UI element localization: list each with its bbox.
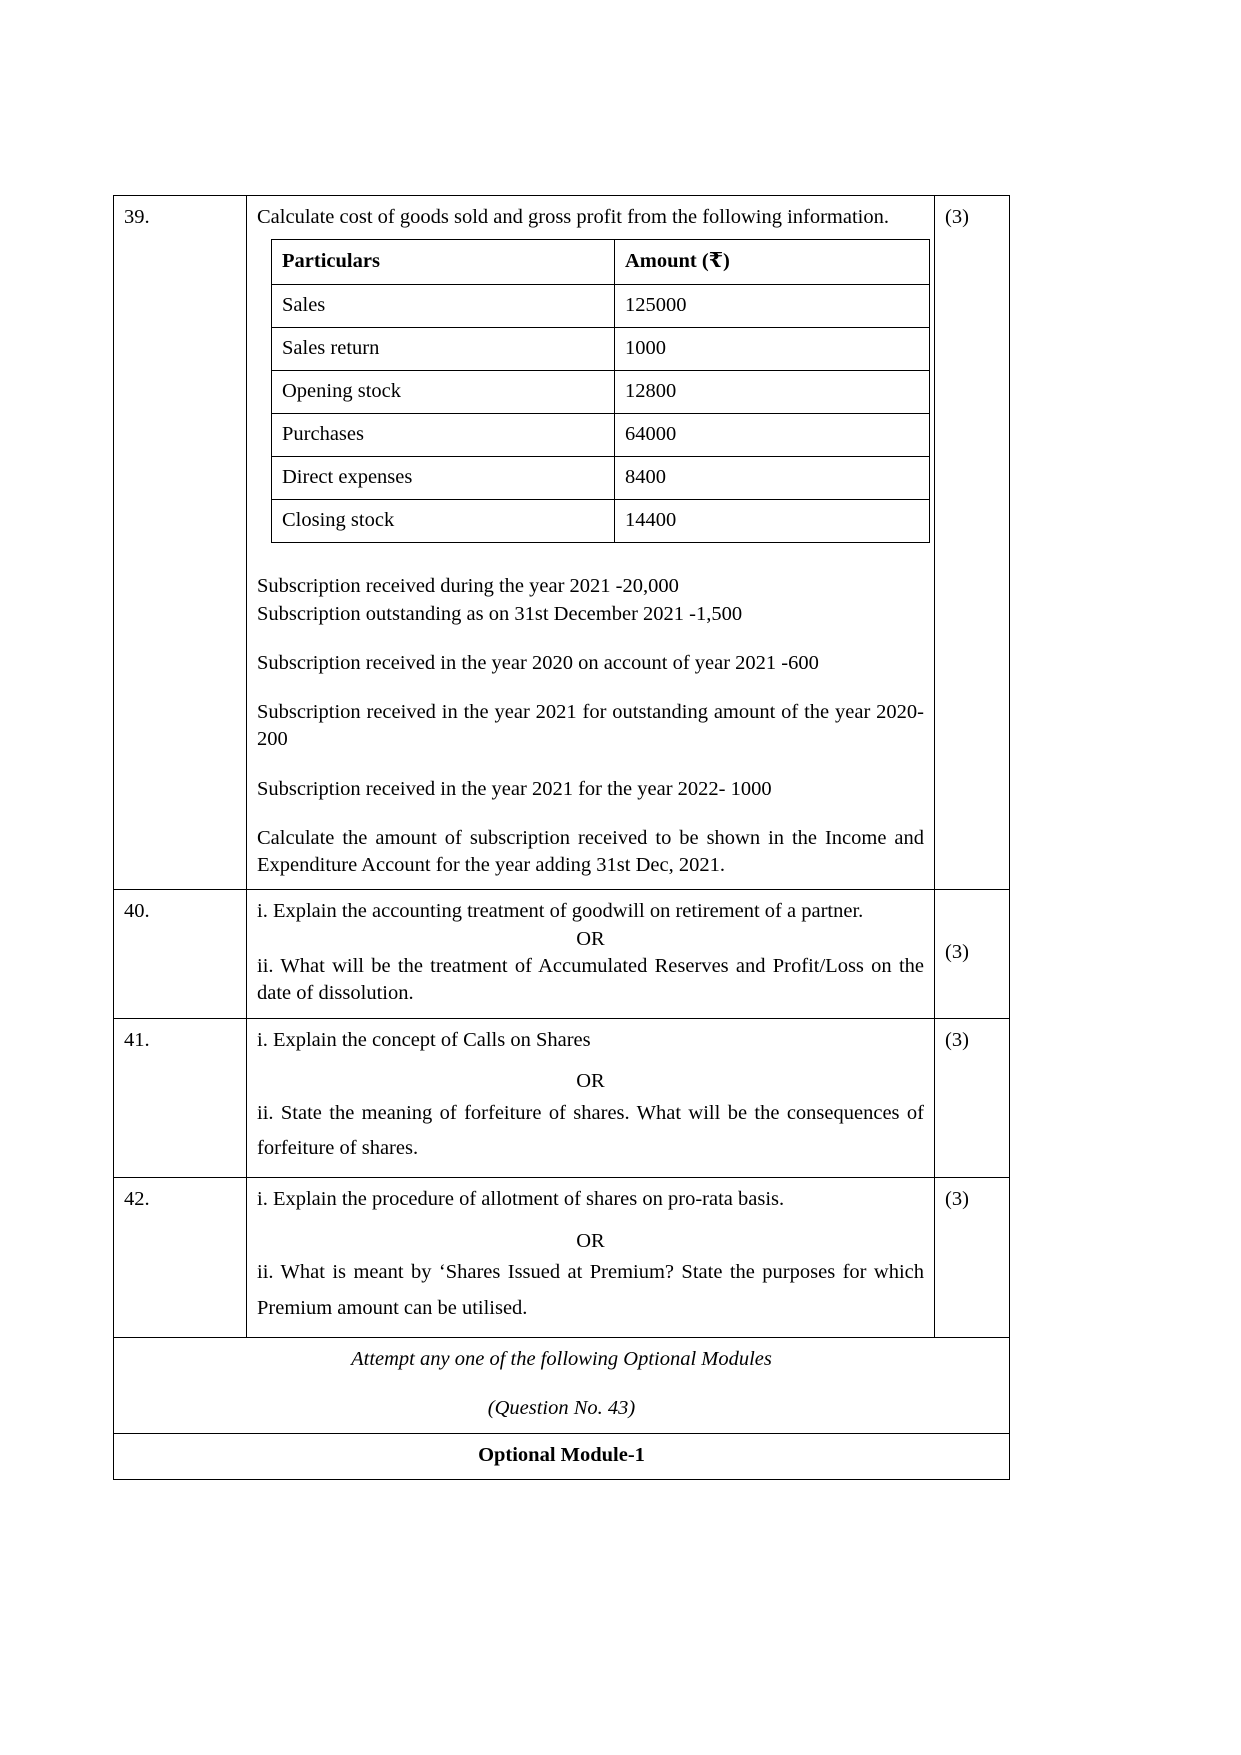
table-row <box>114 890 1010 1018</box>
question-41-option-ii: ii. State the meaning of forfeiture of shares. What will be the consequences of forfeiture of shares. <box>257 1101 924 1160</box>
cell-amount: 14400 <box>615 500 930 543</box>
cell-particular: Sales return <box>272 328 615 371</box>
spacer <box>257 677 924 699</box>
optional-module-title: Optional Module-1 <box>478 1443 645 1466</box>
particulars-table-wrapper <box>257 231 924 543</box>
cell-particular: Opening stock <box>272 371 615 414</box>
question-39-note-4: Subscription received in the year 2021 for outstanding amount of the year 2020- 200 <box>257 701 924 751</box>
spacer <box>257 628 924 650</box>
marks-42: (3) <box>935 1178 1010 1338</box>
cell-particular: Purchases <box>272 414 615 457</box>
question-42-or-label: OR <box>576 1229 605 1252</box>
question-body-39 <box>247 196 935 890</box>
question-39-note-6: Calculate the amount of subscription received to be shown in the Income and Expenditure Account for the year adding 31st Dec, 2021. <box>257 826 924 876</box>
table-row-module-title <box>114 1433 1010 1479</box>
question-40-option-i: i. Explain the accounting treatment of goodwill on retirement of a partner. <box>257 900 864 923</box>
column-header-amount: Amount (₹) <box>615 240 930 285</box>
question-41-option-i: i. Explain the concept of Calls on Shares <box>257 1028 591 1051</box>
question-39-intro: Calculate cost of goods sold and gross profit from the following information. <box>257 206 889 228</box>
question-42-option-ii: ii. What is meant by ‘Shares Issued at Premium? State the purposes for which Premium amount can be utilised. <box>257 1261 924 1320</box>
question-body-42 <box>247 1178 935 1338</box>
cell-particular: Sales <box>272 285 615 328</box>
optional-modules-cell <box>114 1338 1010 1434</box>
optional-module-title-cell <box>114 1433 1010 1479</box>
question-39-note-5: Subscription received in the year 2021 for the year 2022- 1000 <box>257 777 772 800</box>
question-body-41 <box>247 1018 935 1178</box>
question-body-40 <box>247 890 935 1018</box>
cell-particular: Closing stock <box>272 500 615 543</box>
question-39-note-1: Subscription received during the year 2021 -20,000 <box>257 575 679 598</box>
cell-amount: 64000 <box>615 414 930 457</box>
marks-40: (3) <box>935 890 1010 1018</box>
marks-41: (3) <box>935 1018 1010 1178</box>
question-39-note-3: Subscription received in the year 2020 on account of year 2021 -600 <box>257 651 819 674</box>
question-40-option-ii: ii. What will be the treatment of Accumulated Reserves and Profit/Loss on the date of dissolution. <box>257 955 924 1005</box>
table-row <box>272 285 930 328</box>
spacer <box>257 1214 924 1228</box>
spacer <box>257 543 924 573</box>
table-row <box>272 328 930 371</box>
question-number-40: 40. <box>114 890 247 1018</box>
table-header-row <box>272 240 930 285</box>
question-40-or-label: OR <box>576 927 605 950</box>
cell-particular: Direct expenses <box>272 457 615 500</box>
table-row <box>114 1178 1010 1338</box>
question-table <box>113 195 1010 1480</box>
attempt-instruction: Attempt any one of the following Optional Modules <box>351 1348 772 1371</box>
question-39-note-2: Subscription outstanding as on 31st December 2021 -1,500 <box>257 602 743 625</box>
column-header-particulars: Particulars <box>272 240 615 285</box>
question-reference: (Question No. 43) <box>487 1397 636 1420</box>
question-number-41: 41. <box>114 1018 247 1178</box>
cell-amount: 125000 <box>615 285 930 328</box>
question-42-option-i: i. Explain the procedure of allotment of shares on pro-rata basis. <box>257 1188 785 1211</box>
particulars-amount-table <box>271 239 930 543</box>
question-41-or-label: OR <box>576 1069 605 1092</box>
table-row <box>114 196 1010 890</box>
table-row <box>272 457 930 500</box>
spacer <box>257 803 924 825</box>
marks-39: (3) <box>935 196 1010 890</box>
table-row <box>272 371 930 414</box>
table-row <box>114 1018 1010 1178</box>
question-number-42: 42. <box>114 1178 247 1338</box>
table-row <box>272 500 930 543</box>
cell-amount: 1000 <box>615 328 930 371</box>
table-row-optional-modules <box>114 1338 1010 1434</box>
spacer <box>257 1054 924 1068</box>
cell-amount: 12800 <box>615 371 930 414</box>
spacer <box>257 754 924 776</box>
table-row <box>272 414 930 457</box>
cell-amount: 8400 <box>615 457 930 500</box>
question-number-39: 39. <box>114 196 247 890</box>
